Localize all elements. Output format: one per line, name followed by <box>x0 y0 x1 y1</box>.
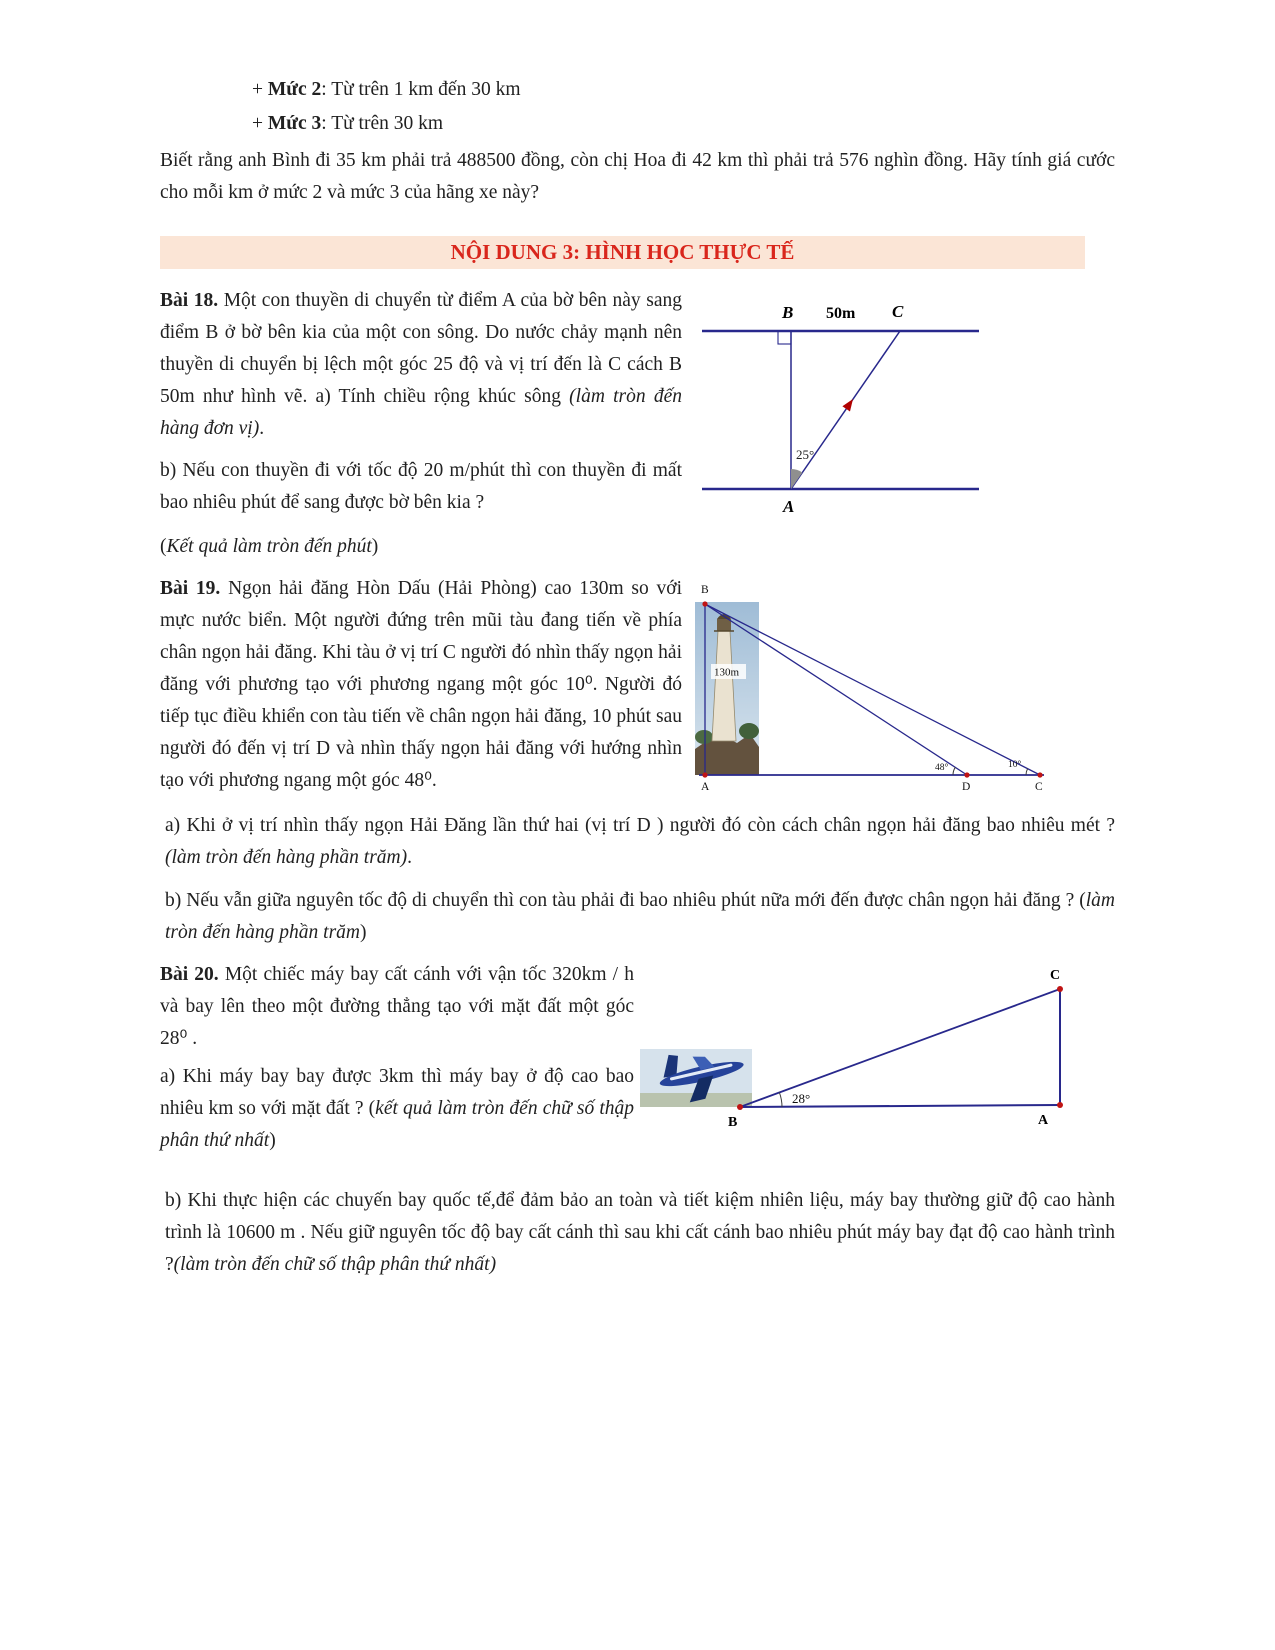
angle-arc-b <box>779 1092 782 1107</box>
point-a-label: A <box>701 780 710 793</box>
fare-question-paragraph: Biết rằng anh Bình đi 35 km phải trả 488500 đồng, còn chị Hoa đi 42 km thì phải trả 576 nghìn đồng. Hãy tính giá cước cho mỗi km ở mức 2 và mức 3 của hãng xe này? <box>160 149 1115 203</box>
point-a-label: A <box>783 497 795 517</box>
problem-18-rounding-note: (Kết quả làm tròn đến phút) <box>160 536 379 557</box>
point-d-marker <box>964 772 969 777</box>
problem-19 <box>160 573 1115 799</box>
segment-ac <box>791 331 900 489</box>
section-3-header: NỘI DUNG 3: HÌNH HỌC THỰC TẾ <box>160 236 1085 269</box>
point-b-label: B <box>701 583 709 596</box>
airplane-takeoff-diagram <box>640 965 1085 1137</box>
point-c-marker <box>1057 986 1063 992</box>
problem-18-part-b: b) Nếu con thuyền đi với tốc độ 20 m/phút thì con thuyền đi mất bao nhiêu phút để sang được bờ bên kia ? <box>160 460 682 514</box>
direction-arrow <box>842 397 856 412</box>
fare-level-3-line: + Mức 3: Từ trên 30 km <box>252 112 444 134</box>
problem-20-text <box>160 959 634 1157</box>
point-b-label: B <box>782 303 794 323</box>
problem-19-figure <box>682 573 1115 799</box>
point-d-label: D <box>962 780 971 793</box>
fare-level-2-line: + Mức 2: Từ trên 1 km đến 30 km <box>252 79 521 100</box>
point-c-label: C <box>892 302 904 322</box>
angle-10-label: 10° <box>1008 759 1022 770</box>
right-angle-mark <box>778 331 791 344</box>
problem-20-question-a: a) Khi máy bay bay được 3km thì máy bay ở độ cao bao nhiêu km so với mặt đất ? (kết quả làm tròn đến chữ số thập phân thứ nhất) <box>160 1065 634 1151</box>
airplane-photo <box>640 1039 752 1108</box>
river-bank-lines <box>702 331 979 489</box>
point-b-label: B <box>728 1114 738 1130</box>
angle-25-label: 25° <box>796 447 815 463</box>
angle-48-label: 48° <box>935 762 949 773</box>
flight-triangle <box>740 989 1060 1107</box>
problem-18 <box>160 285 1115 563</box>
problem-20-statement: Bài 20. Một chiếc máy bay cất cánh với vận tốc 320km / h và bay lên theo một đường thẳng tạo với mặt đất một góc 28⁰ . <box>160 963 634 1049</box>
angle-arc-d <box>953 767 955 775</box>
point-a-marker <box>1057 1102 1063 1108</box>
point-c-marker <box>1037 772 1042 777</box>
angle-arc-c <box>1026 769 1028 775</box>
problem-19-question-a: a) Khi ở vị trí nhìn thấy ngọn Hải Đăng lần thứ hai (vị trí D ) người đó còn cách chân ngọn hải đăng bao nhiêu mét ? (làm tròn đến hàng phần trăm). <box>165 814 1115 868</box>
problem-19-statement: Bài 19. Ngọn hải đăng Hòn Dấu (Hải Phòng) cao 130m so với mực nước biển. Một người đứng trên mũi tàu đang tiến về phía chân ngọn hải đăng. Khi tàu ở vị trí C người đó nhìn thấy ngọn hải đăng với phương tạo với phương ngang một góc 10⁰. Người đó tiếp tục điều khiển con tàu tiến về chân ngọn hải đăng, 10 phút sau người đó đến vị trí D và nhìn thấy ngọn hải đăng với hướng nhìn tạo với phương ngang một góc 48⁰. <box>160 577 682 791</box>
problem-18-figure <box>682 285 1115 519</box>
problem-18-statement: Bài 18. Một con thuyền di chuyển từ điểm A của bờ bên này sang điểm B ở bờ bên kia của một con sông. Do nước chảy mạnh nên thuyền di chuyển bị lệch một góc 25 độ và vị trí đến là C cách B 50m như hình vẽ. a) Tính chiều rộng khúc sông (làm tròn đến hàng đơn vị). <box>160 290 683 440</box>
point-c-label: C <box>1050 967 1061 983</box>
problem-18-text <box>160 285 682 563</box>
distance-50m-label: 50m <box>826 305 856 323</box>
lighthouse-diagram <box>692 577 1062 799</box>
problem-20 <box>160 959 1115 1157</box>
point-b-marker <box>702 601 707 606</box>
problem-20-figure <box>634 959 1115 1137</box>
angle-28-label: 28° <box>792 1090 811 1106</box>
problem-19-question-b: b) Nếu vẫn giữa nguyên tốc độ di chuyển thì con tàu phải đi bao nhiêu phút nữa mới đến được chân ngọn hải đăng ? (làm tròn đến hàng phần trăm) <box>165 889 1115 943</box>
point-a-marker <box>702 772 707 777</box>
problem-19-text <box>160 573 682 797</box>
point-b-marker <box>737 1104 743 1110</box>
river-crossing-diagram <box>696 291 986 519</box>
point-c-label: C <box>1035 780 1043 793</box>
point-a-label: A <box>1038 1112 1049 1128</box>
angle-shade-at-a <box>791 469 802 489</box>
problem-20-question-b: b) Khi thực hiện các chuyến bay quốc tế,để đảm bảo an toàn và tiết kiệm nhiên liệu, máy bay thường giữ độ cao hành trình là 10600 m . Nếu giữ nguyên tốc độ bay cất cánh thì sau khi cất cánh bao nhiêu phút máy bay đạt độ cao hành trình ?(làm tròn đến chữ số thập phân thứ nhất) <box>165 1189 1115 1275</box>
height-130m-label: 130m <box>714 666 740 679</box>
